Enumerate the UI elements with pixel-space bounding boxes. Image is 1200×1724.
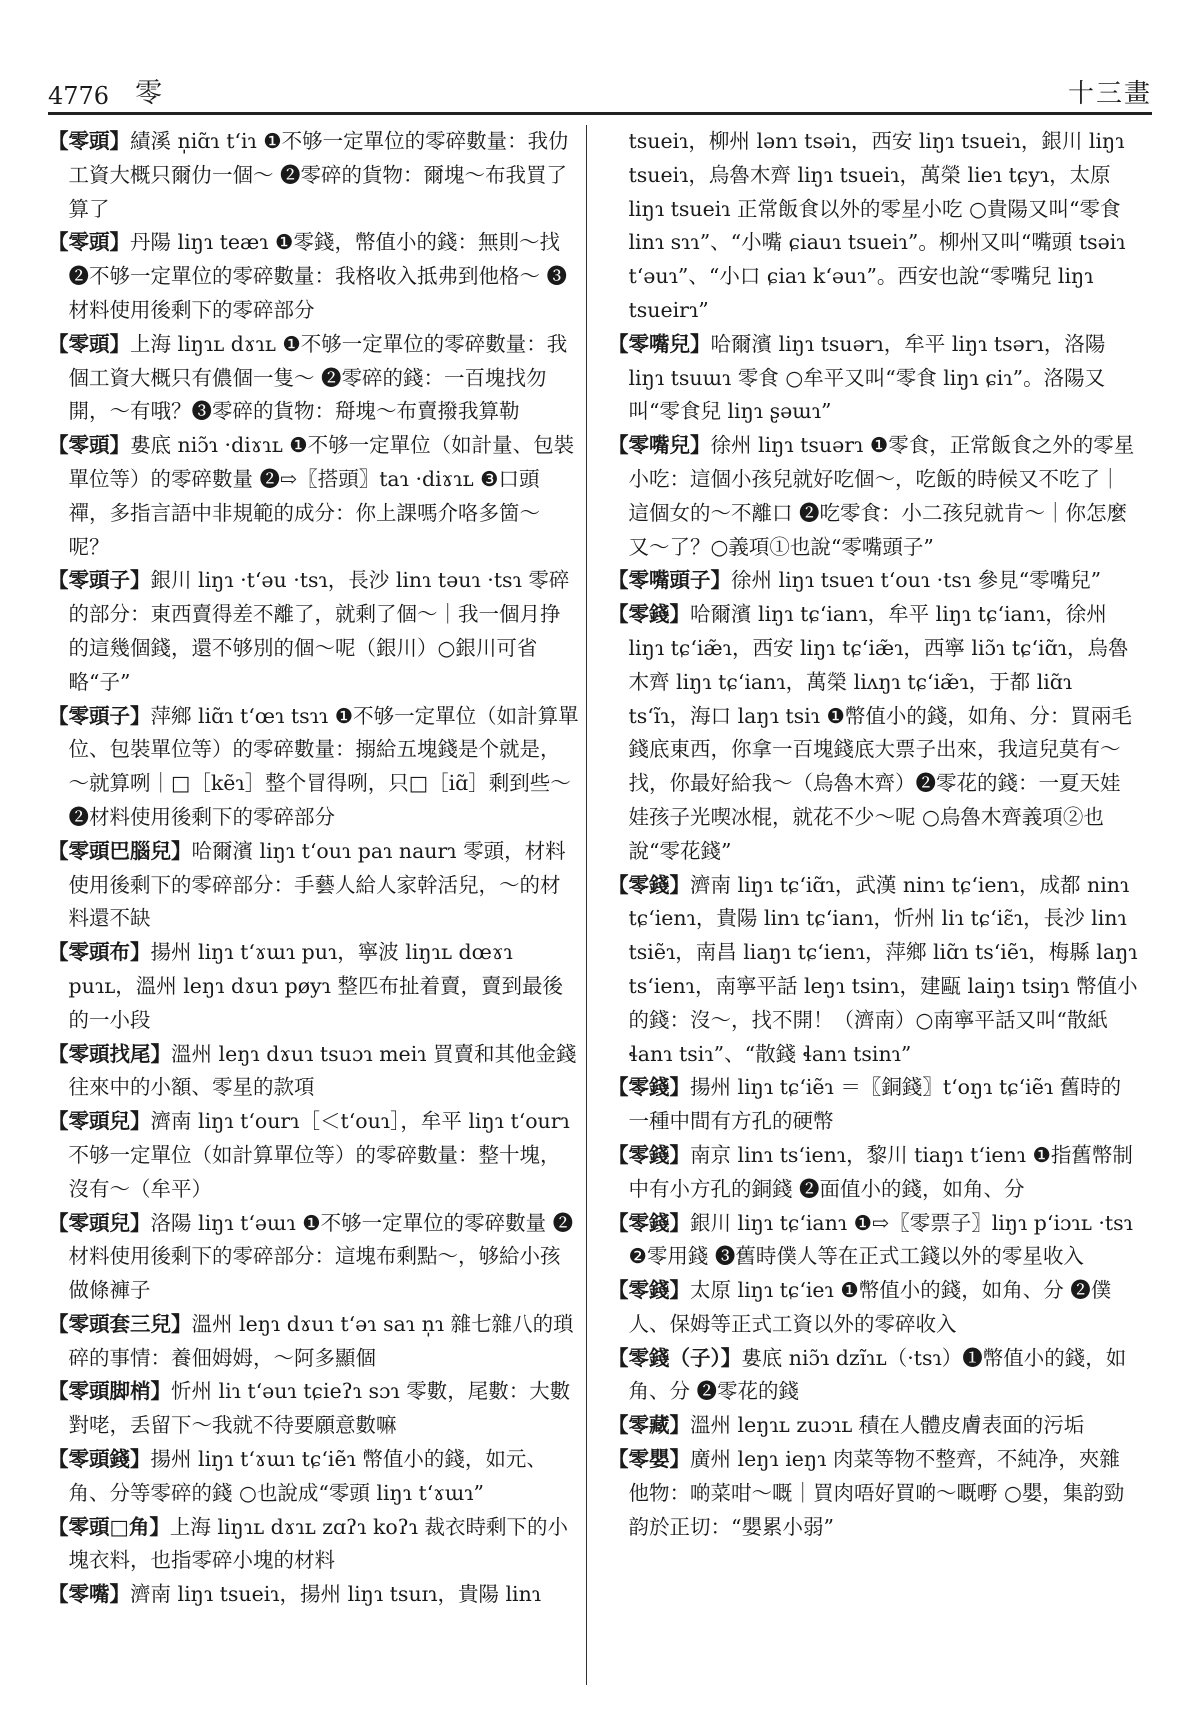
entry-definition: 洛陽 liŋɿ tʻəɯɿ ❶不够一定單位的零碎數量 ❷材料使用後剩下的零碎部分：這塊布剩點～，够給小孩做條褲子 — [68, 1210, 574, 1303]
dictionary-entry — [608, 869, 1140, 1072]
dictionary-entry — [608, 125, 1140, 328]
dictionary-entry — [48, 1308, 580, 1376]
entry-definition: 銀川 liŋɿ tɕʻianɿ ❶⇨〖零票子〗liŋɿ pʻiɔɿʟ ·tsɿ ❷零用錢 ❸舊時僕人等在正式工錢以外的零星收入 — [628, 1210, 1133, 1269]
entry-headword: 【零頭子】 — [48, 568, 151, 593]
entry-definition: 溫州 leŋɿʟ zuɔɿʟ 積在人體皮膚表面的污垢 — [690, 1413, 1085, 1438]
dictionary-entry — [48, 1207, 580, 1308]
dictionary-entry — [48, 1443, 580, 1511]
entry-headword: 【零頭布】 — [48, 940, 151, 965]
entry-headword: 【零錢】 — [608, 1278, 690, 1303]
dictionary-entry — [608, 328, 1140, 429]
dictionary-entry — [48, 835, 580, 936]
dictionary-entry — [48, 226, 580, 327]
entry-headword: 【零頭】 — [48, 230, 130, 255]
entry-headword: 【零頭找尾】 — [48, 1041, 171, 1066]
entry-headword: 【零錢】 — [608, 1210, 690, 1235]
header-character: 零 — [135, 78, 163, 109]
entry-definition: 忻州 liɿ tʻəuɿ tɕieʔɿ sɔɿ 零數，尾數：大數對咾，丢留下～我就不待要願意數嘛 — [68, 1379, 571, 1438]
entry-headword: 【零嘴頭子】 — [608, 568, 731, 593]
entry-definition: 揚州 liŋɿ tʻɤɯɿ puɿ，寧波 liŋɿʟ dœɤɿ puɿʟ，溫州 leŋɿ dɤuɿ pøyɿ 整匹布扯着賣，賣到最後的一小段 — [68, 940, 563, 1032]
left-column — [48, 125, 580, 1685]
dictionary-entry — [608, 1139, 1140, 1207]
entry-definition: tsueiɿ，柳州 lənɿ tsəiɿ，西安 liŋɿ tsueiɿ，銀川 liŋɿ tsueiɿ，烏魯木齊 liŋɿ tsueiɿ，萬榮 lieɿ tɕyɿ，太原 liŋɿ tsueiɿ 正常飯食以外的零星小吃 ○貴陽又叫“零食 linɿ sɿɿ”、“小嘴 ɕiauɿ tsueiɿ”。柳州又叫“嘴頭 tsəiɿ tʻəuɿ”、“小口 ɕiaɿ kʻəuɿ”。西安也說“零嘴兒 liŋɿ tsueirɿ” — [628, 129, 1126, 322]
entry-definition: 萍鄉 liɑ̃ɿ tʻœɿ tsɿɿ ❶不够一定單位（如計算單位、包裝單位等）的零碎數量：搦給五塊錢是个就是，～就算咧｜□［kẽɿ］整个冒得咧，只□［iɑ̃］剩到些～ ❷材料使用後剩下的零碎部分 — [68, 703, 579, 829]
dictionary-entry — [608, 1342, 1140, 1410]
dictionary-entry — [608, 598, 1140, 868]
entry-headword: 【零頭□角】 — [48, 1514, 170, 1539]
entry-definition: 溫州 leŋɿ dɤuɿ tsuɔɿ meiɿ 買賣和其他金錢往來中的小額、零星的款項 — [68, 1041, 577, 1100]
entry-definition: 銀川 liŋɿ ·tʻəu ·tsɿ，長沙 linɿ təuɿ ·tsɿ 零碎的部分：東西賣得差不離了，就剩了個～｜我一個月挣的這幾個錢，還不够別的個～呢（銀川）○銀川可省略“子” — [68, 568, 570, 694]
dictionary-entry — [48, 1105, 580, 1206]
entry-definition: 上海 liŋɿʟ dɤɿʟ ❶不够一定單位的零碎數量：我個工資大概只有儂個一隻～ ❷零碎的錢：一百塊找勿開，～有哦？❸零碎的貨物：搿塊～布賣撥我算勒 — [68, 331, 568, 424]
entry-definition: 哈爾濱 liŋɿ tɕʻianɿ，牟平 liŋɿ tɕʻianɿ，徐州 liŋɿ tɕʻiæ̃ɿ，西安 liŋɿ tɕʻiæ̃ɿ，西寧 liɔ̃ɿ tɕʻiɑ̃ɿ，烏魯木齊 liŋɿ tɕʻianɿ，萬榮 liʌŋɿ tɕʻiæ̃ɿ，于都 liɑ̃ɿ tsʻĩɿ，海口 laŋɿ tsiɿ ❶幣值小的錢，如角、分：買兩毛錢底東西，你拿一百塊錢底大票子出來，我這兒莫有～找，你最好給我～（烏魯木齊）❷零花的錢：一夏天娃娃孩子光喫冰棍，就花不少～呢 ○烏魯木齊義項②也說“零花錢” — [628, 602, 1132, 863]
entry-definition: 濟南 liŋɿ tsueiɿ，揚州 liŋɿ tsuɪɿ，貴陽 linɿ — [130, 1582, 542, 1607]
entry-headword: 【零錢】 — [608, 1142, 690, 1167]
entry-headword: 【零頭脚梢】 — [48, 1379, 171, 1404]
dictionary-entry — [608, 1443, 1140, 1544]
dictionary-entry — [48, 936, 580, 1037]
column-divider — [586, 125, 587, 1685]
stroke-section: 十三畫 — [1067, 79, 1152, 109]
entry-definition: 丹陽 liŋɿ teæɿ ❶零錢，幣值小的錢：無則～找 ❷不够一定單位的零碎數量：我格收入抵弗到他格～ ❸材料使用後剩下的零碎部分 — [68, 230, 568, 322]
entry-headword: 【零頭】 — [48, 129, 130, 153]
entry-headword: 【零頭兒】 — [48, 1109, 151, 1134]
entry-definition: 績溪 n̩iɑ̃ɿ tʻiɿ ❶不够一定單位的零碎數量：我仂工資大概只爾仂一個～ ❷零碎的貨物：爾塊～布我買了算了 — [68, 129, 569, 221]
entry-headword: 【零嘴兒】 — [608, 433, 711, 458]
entry-headword: 【零錢】 — [608, 602, 690, 627]
dictionary-entry — [608, 1071, 1140, 1139]
entry-headword: 【零錢（子）】 — [608, 1345, 742, 1370]
entry-definition: 哈爾濱 liŋɿ tʻouɿ paɿ naurɿ 零頭，材料使用後剩下的零碎部分：手藝人給人家幹活兒，～的材料還不缺 — [68, 838, 566, 931]
entry-headword: 【零頭錢】 — [48, 1447, 151, 1472]
entry-headword: 【零頭套三兒】 — [48, 1311, 192, 1336]
page-header — [48, 62, 1152, 110]
entry-headword: 【零頭子】 — [48, 703, 151, 728]
dictionary-entry — [48, 564, 580, 699]
entry-definition: 太原 liŋɿ tɕʻieɿ ❶幣值小的錢，如角、分 ❷僕人、保姆等正式工資以外的零碎收入 — [628, 1278, 1112, 1336]
entry-headword: 【零頭兒】 — [48, 1210, 151, 1235]
dictionary-entry — [48, 429, 580, 564]
dictionary-entry — [48, 1375, 580, 1443]
entry-definition: 南京 linɿ tsʻienɿ，黎川 tiaŋɿ tʻienɿ ❶指舊幣制中有小方孔的銅錢 ❷面值小的錢，如角、分 — [628, 1142, 1133, 1201]
entry-definition: 濟南 liŋɿ tʻourɿ［＜tʻouɿ］，牟平 liŋɿ tʻourɿ 不够一定單位（如計算單位等）的零碎數量：整十塊，沒有～（牟平） — [68, 1109, 570, 1201]
right-column — [608, 125, 1140, 1685]
entry-headword: 【零嘴】 — [48, 1582, 130, 1607]
entry-headword: 【零嬰】 — [608, 1447, 690, 1472]
dictionary-entry — [608, 429, 1140, 564]
dictionary-entry — [608, 1409, 1140, 1443]
entry-headword: 【零藏】 — [608, 1413, 690, 1438]
dictionary-entry — [608, 1274, 1140, 1342]
header-rule — [48, 112, 1152, 115]
entry-definition: 婁底 niɔ̃ɿ dzĩɿʟ（·tsɿ）❶幣值小的錢，如角、分 ❷零花的錢 — [628, 1345, 1127, 1404]
dictionary-entry — [48, 1038, 580, 1106]
entry-headword: 【零頭巴腦兒】 — [48, 838, 192, 863]
dictionary-entry — [48, 1578, 580, 1612]
dictionary-entry — [608, 1207, 1140, 1275]
entry-definition: 揚州 liŋɿ tʻɤɯɿ tɕʻiẽɿ 幣值小的錢，如元、角、分等零碎的錢 ○也說成“零頭 liŋɿ tʻɤɯɿ” — [68, 1447, 547, 1505]
entry-definition: 揚州 liŋɿ tɕʻiẽɿ ＝〖銅錢〗tʻoŋɿ tɕʻiẽɿ 舊時的一種中間有方孔的硬幣 — [628, 1075, 1122, 1134]
entry-headword: 【零錢】 — [608, 1075, 690, 1100]
entry-definition: 徐州 liŋɿ tsueɿ tʻouɿ ·tsɿ 參見“零嘴兒” — [731, 568, 1102, 593]
entry-definition: 溫州 leŋɿ dɤuɿ tʻəɿ saɿ n̩ɿ 雜七雜八的瑣碎的事情：養佃姆姆，～阿多顯個 — [68, 1311, 574, 1370]
dictionary-entry — [48, 328, 580, 429]
entry-definition: 廣州 leŋɿ ieŋɿ 肉菜等物不整齊，不純净，夾雜他物：啲菜咁～嘅｜買肉唔好買啲～嘅嘢 ○嬰，集韵勁韵於正切：“嬰累小弱” — [628, 1447, 1125, 1539]
entry-definition: 濟南 liŋɿ tɕʻiɑ̃ɿ，武漢 ninɿ tɕʻienɿ，成都 ninɿ tɕʻienɿ，貴陽 linɿ tɕʻianɿ，忻州 liɿ tɕʻiɛ̃ɿ，長沙 linɿ tsiẽɿ，南昌 liaŋɿ tɕʻienɿ，萍鄉 liɑ̃ɿ tsʻiẽɿ，梅縣 laŋɿ tsʻienɿ，南寧平話 leŋɿ tsinɿ，建甌 laiŋɿ tsiŋɿ 幣值小的錢：沒～，找不開！（濟南）○南寧平話又叫“散紙 ɬanɿ tsiɿ”、“散錢 ɬanɿ tsinɿ” — [628, 872, 1138, 1066]
dictionary-entry — [48, 700, 580, 835]
entry-headword: 【零錢】 — [608, 872, 690, 897]
entry-definition: 上海 liŋɿʟ dɤɿʟ zɑʔɿ koʔɿ 裁衣時剩下的小塊衣料，也指零碎小塊的材料 — [68, 1514, 569, 1573]
entry-headword: 【零頭】 — [48, 433, 130, 458]
entry-headword: 【零頭】 — [48, 331, 130, 356]
page-number: 4776 — [48, 82, 110, 110]
entry-definition: 婁底 niɔ̃ɿ ·diɤɿʟ ❶不够一定單位（如計量、包裝單位等）的零碎數量 ❷⇨〖搭頭〗taɿ ·diɤɿʟ ❸口頭禪，多指言語中非規範的成分：你上課嗎介咯多箇～呢？ — [68, 433, 575, 559]
dictionary-entry — [48, 1511, 580, 1579]
dictionary-entry — [48, 125, 580, 226]
entry-headword: 【零嘴兒】 — [608, 331, 711, 356]
entry-definition: 哈爾濱 liŋɿ tsuərɿ，牟平 liŋɿ tsərɿ，洛陽 liŋɿ tsuɯɿ 零食 ○牟平又叫“零食 liŋɿ ɕiɿ”。洛陽又叫“零食兒 liŋɿ ʂəɯɿ” — [628, 331, 1106, 424]
entry-definition: 徐州 liŋɿ tsuərɿ ❶零食，正常飯食之外的零星小吃：這個小孩兒就好吃個～，吃飯的時候又不吃了｜這個女的～不離口 ❷吃零食：小二孩兒就肯～｜你怎麼又～了？○義項①也說“零嘴頭子” — [628, 433, 1135, 559]
dictionary-entry — [608, 564, 1140, 598]
